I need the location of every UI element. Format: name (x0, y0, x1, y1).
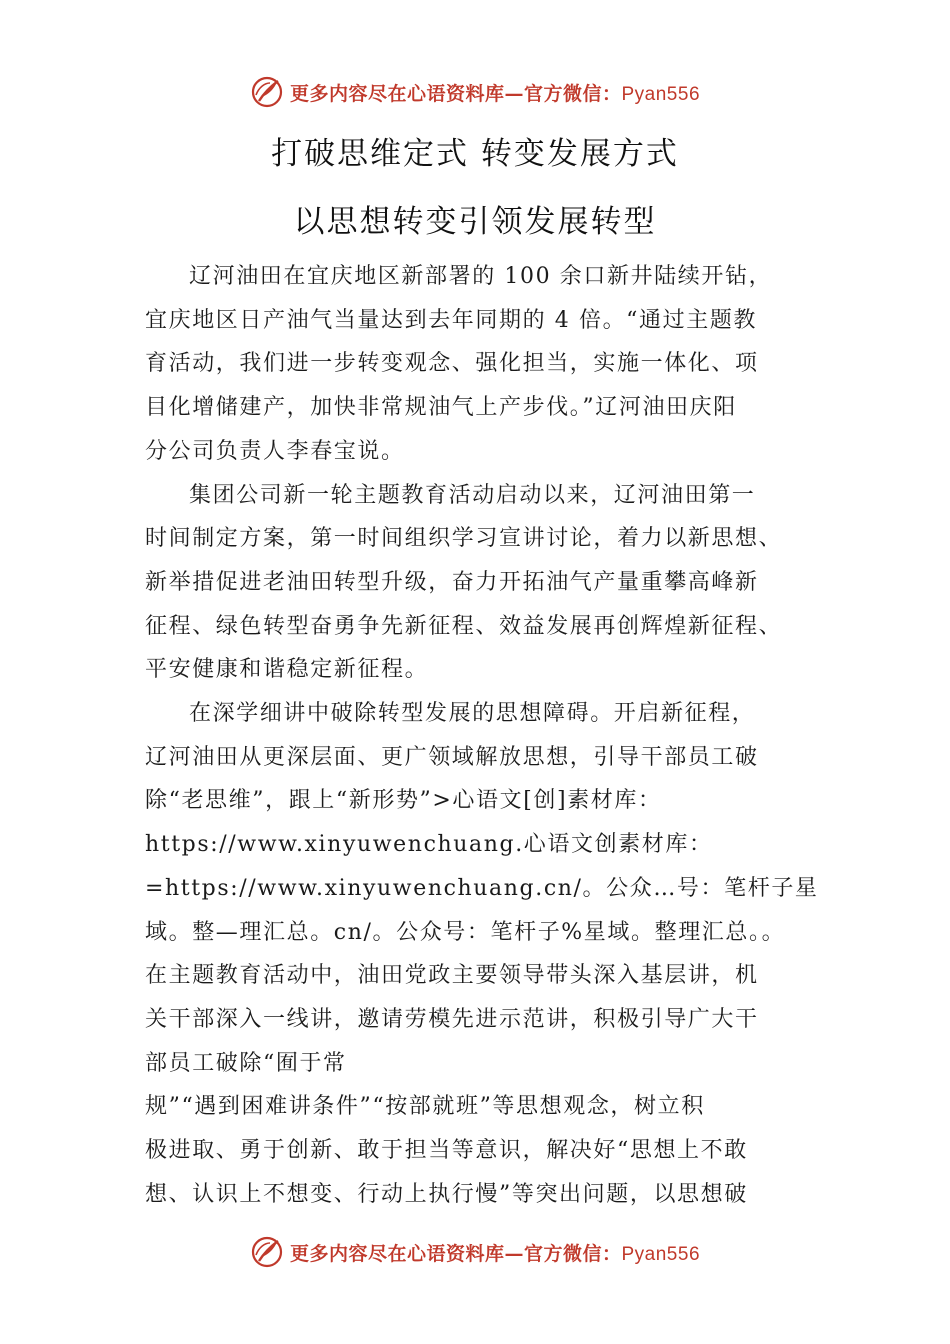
document-title-line2: 以思想转变引领发展转型 (293, 204, 657, 240)
document-title-line1: 打破思维定式 转变发展方式 (271, 136, 679, 172)
document-body (145, 255, 819, 1216)
banner-main-text: 更多内容尽在心语资料库—官方微信： (289, 82, 622, 105)
text-line: 集团公司新一轮主题教育活动启动以来，辽河油田第一 (189, 482, 756, 508)
text-line: 除“老思维”，跟上“新形势”>心语文[创]素材库： (145, 788, 662, 814)
text-line: 辽河油田在宜庆地区新部署的 100 余口新井陆续开钻， (189, 264, 773, 289)
text-line: 在主题教育活动中，油田党政主要领导带头深入基层讲，机 (145, 963, 759, 989)
text-line: 新举措促进老油田转型升级，奋力开拓油气产量重攀高峰新 (145, 569, 759, 595)
wechat-id: Pyan556 (621, 83, 701, 105)
text-line: 规”“遇到困难讲条件”“按部就班”等思想观念，树立积 (145, 1094, 705, 1120)
text-line: 平安健康和谐稳定新征程。 (145, 657, 429, 683)
text-line: 想、认识上不想变、行动上执行慢”等突出问题，以思想破 (145, 1181, 748, 1207)
text-line: 关干部深入一线讲，邀请劳模先进示范讲，积极引导广大干 (145, 1006, 759, 1032)
text-line: 征程、绿色转型奋勇争先新征程、效益发展再创辉煌新征程、 (145, 613, 783, 639)
text-line: 时间制定方案，第一时间组织学习宣讲讨论，着力以新思想、 (145, 526, 783, 552)
banner-text (290, 79, 700, 106)
wechat-id: Pyan556 (621, 1243, 701, 1265)
text-line: 目化增储建产，加快非常规油气上产步伐。”辽河油田庆阳 (145, 395, 737, 421)
text-line: 部员工破除“囿于常 (145, 1050, 347, 1076)
footer-banner (0, 1232, 950, 1272)
banner-main-text: 更多内容尽在心语资料库—官方微信： (289, 1242, 622, 1265)
text-line: 辽河油田从更深层面、更广领域解放思想，引导干部员工破 (145, 744, 759, 770)
banner-text (290, 1239, 700, 1266)
text-line: 域。整—理汇总。cn/。公众号：笔杆子%星域。整理汇总。。 (145, 919, 786, 945)
text-line: https://www.xinyuwenchuang.心语文创素材库： (145, 832, 713, 858)
text-line: 分公司负责人李春宝说。 (145, 438, 405, 464)
text-line: 育活动，我们进一步转变观念、强化担当，实施一体化、项 (145, 351, 759, 377)
text-line: 极进取、勇于创新、敢于担当等意识，解决好“思想上不敢 (145, 1138, 748, 1164)
text-line: 宜庆地区日产油气当量达到去年同期的 4 倍。“通过主题教 (145, 307, 758, 333)
text-line: =https://www.xinyuwenchuang.cn/。公众…号：笔杆子星 (145, 875, 819, 901)
feather-pen-logo-icon (250, 75, 284, 109)
header-banner (0, 72, 950, 112)
feather-pen-logo-icon (250, 1235, 284, 1269)
text-line: 在深学细讲中破除转型发展的思想障碍。开启新征程， (189, 701, 756, 727)
